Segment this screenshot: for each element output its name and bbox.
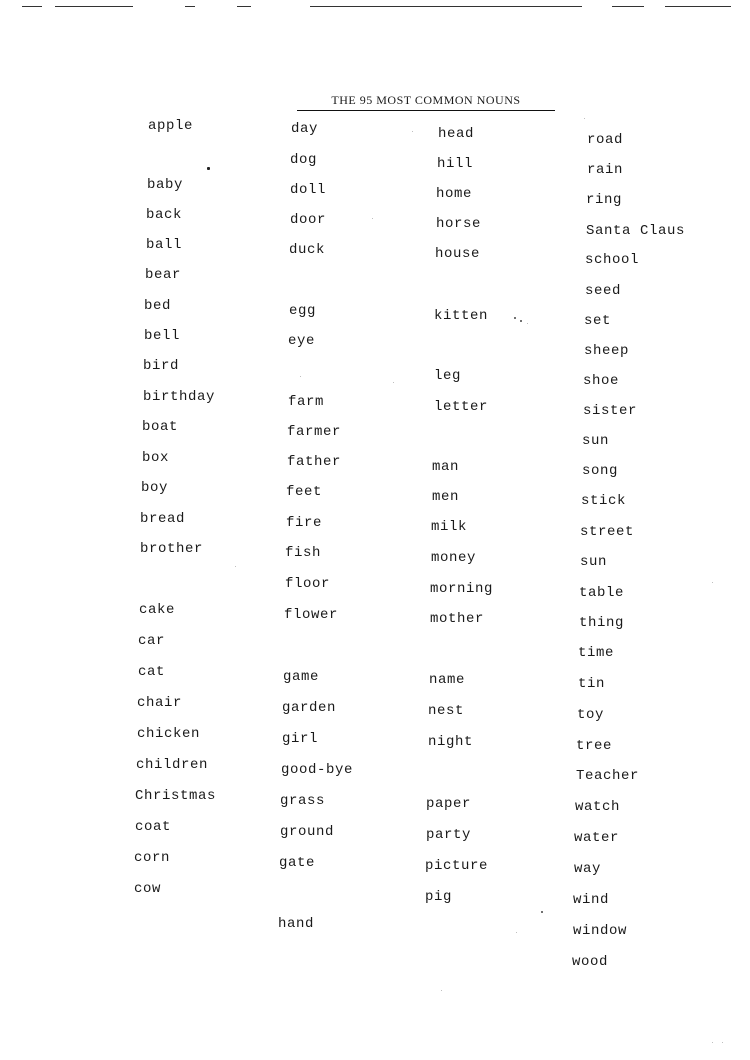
noun-word: bell — [144, 328, 181, 344]
noun-word: sun — [582, 433, 610, 449]
noun-word: house — [435, 246, 481, 262]
noun-word: floor — [285, 576, 331, 592]
noun-word: night — [428, 734, 474, 750]
noun-word: way — [574, 861, 602, 877]
noun-word: day — [291, 121, 319, 137]
noun-word: cow — [134, 881, 162, 897]
noun-word: milk — [431, 519, 468, 535]
noun-word: cake — [139, 602, 176, 618]
noun-word: set — [584, 313, 612, 329]
scan-speck — [300, 376, 301, 377]
noun-word: picture — [425, 858, 489, 874]
noun-word: mother — [430, 611, 485, 627]
noun-word: grass — [280, 793, 326, 809]
noun-word: song — [582, 463, 619, 479]
noun-word: shoe — [583, 373, 620, 389]
noun-word: Santa Claus — [586, 223, 686, 239]
noun-word: ring — [586, 192, 623, 208]
noun-word: chicken — [137, 726, 201, 742]
noun-word: garden — [282, 700, 337, 716]
noun-word: duck — [289, 242, 326, 258]
noun-word: dog — [290, 152, 318, 168]
noun-word: girl — [282, 731, 319, 747]
noun-word: Christmas — [135, 788, 217, 804]
noun-word: baby — [147, 177, 184, 193]
scan-line — [665, 6, 731, 7]
noun-word: tin — [578, 676, 606, 692]
noun-word: man — [432, 459, 460, 475]
noun-word: farmer — [287, 424, 342, 440]
scan-speck — [372, 218, 373, 219]
noun-word: egg — [289, 303, 317, 319]
noun-word: toy — [577, 707, 605, 723]
noun-word: back — [146, 207, 183, 223]
noun-word: money — [431, 550, 477, 566]
noun-word: table — [579, 585, 625, 601]
noun-word: paper — [426, 796, 472, 812]
scan-line — [612, 6, 644, 7]
scan-speck — [393, 382, 394, 383]
scan-speck — [584, 118, 585, 119]
noun-word: leg — [434, 368, 462, 384]
noun-word: cat — [138, 664, 166, 680]
scan-speck — [520, 320, 522, 322]
noun-word: doll — [290, 182, 327, 198]
noun-word: game — [283, 669, 320, 685]
scan-speck — [441, 990, 442, 991]
noun-word: party — [426, 827, 472, 843]
noun-word: coat — [135, 819, 172, 835]
scan-speck — [412, 131, 413, 132]
noun-word: watch — [575, 799, 621, 815]
noun-word: stick — [581, 493, 627, 509]
noun-word: wood — [572, 954, 609, 970]
noun-word: window — [573, 923, 628, 939]
noun-word: farm — [288, 394, 325, 410]
noun-word: name — [429, 672, 466, 688]
noun-word: brother — [140, 541, 204, 557]
noun-word: sheep — [584, 343, 630, 359]
noun-word: kitten — [434, 308, 489, 324]
noun-word: tree — [576, 738, 613, 754]
scan-speck — [516, 932, 517, 933]
noun-word: car — [138, 633, 166, 649]
scan-speck — [207, 167, 210, 170]
noun-word: morning — [430, 581, 494, 597]
noun-word: time — [578, 645, 615, 661]
noun-word: seed — [585, 283, 622, 299]
noun-word: box — [142, 450, 170, 466]
scan-speck — [527, 323, 528, 324]
noun-word: bed — [144, 298, 172, 314]
noun-word: door — [290, 212, 327, 228]
scan-speck — [541, 911, 543, 913]
noun-word: father — [287, 454, 342, 470]
noun-word: bird — [143, 358, 180, 374]
noun-word: good-bye — [281, 762, 354, 778]
noun-word: nest — [428, 703, 465, 719]
scan-speck — [712, 1042, 713, 1043]
noun-word: men — [432, 489, 460, 505]
noun-word: letter — [434, 399, 489, 415]
noun-word: bear — [145, 267, 182, 283]
noun-word: gate — [279, 855, 316, 871]
noun-word: road — [587, 132, 624, 148]
page-title: THE 95 MOST COMMON NOUNS — [297, 93, 555, 111]
noun-word: school — [585, 252, 640, 268]
noun-word: boy — [141, 480, 169, 496]
noun-word: sister — [583, 403, 638, 419]
scan-speck — [235, 566, 236, 567]
noun-word: horse — [436, 216, 482, 232]
noun-word: Teacher — [576, 768, 640, 784]
noun-word: ball — [146, 237, 183, 253]
noun-word: apple — [148, 118, 194, 134]
noun-word: corn — [134, 850, 171, 866]
noun-word: feet — [286, 484, 323, 500]
noun-word: home — [436, 186, 473, 202]
noun-word: boat — [142, 419, 179, 435]
scan-line — [22, 6, 42, 7]
noun-word: fish — [285, 545, 322, 561]
scan-line — [310, 6, 582, 7]
noun-word: pig — [425, 889, 453, 905]
scan-line — [237, 6, 251, 7]
noun-word: chair — [137, 695, 183, 711]
noun-word: sun — [580, 554, 608, 570]
noun-word: street — [580, 524, 635, 540]
noun-word: ground — [280, 824, 335, 840]
scan-speck — [712, 582, 713, 583]
noun-word: eye — [288, 333, 316, 349]
scan-speck — [722, 1042, 723, 1043]
noun-word: flower — [284, 607, 339, 623]
noun-word: fire — [286, 515, 323, 531]
noun-word: rain — [587, 162, 624, 178]
scan-speck — [514, 317, 516, 319]
noun-word: hill — [437, 156, 474, 172]
noun-word: birthday — [143, 389, 216, 405]
noun-word: wind — [573, 892, 610, 908]
noun-word: water — [574, 830, 620, 846]
noun-word: hand — [278, 916, 315, 932]
noun-word: head — [438, 126, 475, 142]
noun-word: thing — [579, 615, 625, 631]
noun-word: children — [136, 757, 209, 773]
scan-line — [185, 6, 195, 7]
scan-line — [55, 6, 133, 7]
noun-word: bread — [140, 511, 186, 527]
